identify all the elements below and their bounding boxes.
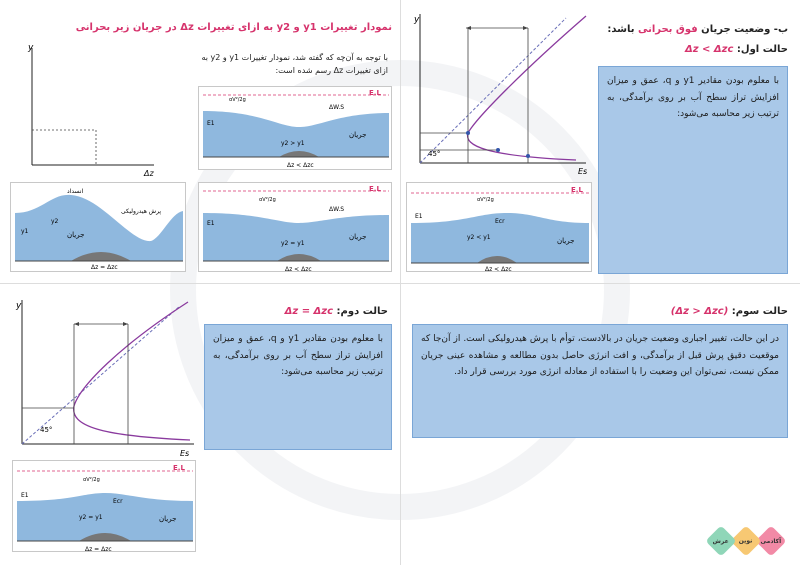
hydraulic-jump-diagram [10, 182, 186, 272]
svg-text:پرش هیدرولیکی: پرش هیدرولیکی [121, 208, 162, 215]
svg-text:Δz = Δzc: Δz = Δzc [85, 546, 112, 553]
specific-energy-chart-top-right [406, 8, 594, 176]
svg-text:E1: E1 [207, 120, 215, 127]
svg-text:Ecr: Ecr [495, 218, 505, 225]
svg-text:y2 > y1: y2 > y1 [281, 140, 305, 147]
svg-text:y1: y1 [21, 228, 29, 235]
specific-energy-chart-bottom-left [10, 296, 200, 458]
case-three-title: حالت سوم: (Δz > Δzc) [670, 306, 788, 317]
case-one-title: حالت اول: Δz < Δzc [685, 44, 788, 55]
svg-text:y2 = y1: y2 = y1 [281, 240, 305, 247]
svg-text:E1: E1 [21, 492, 29, 499]
svg-text:Ecr: Ecr [113, 498, 123, 505]
channel-diagram-bottom-left [12, 460, 196, 552]
badge-novin: نوین [730, 525, 761, 556]
svg-text:جریان: جریان [349, 131, 367, 139]
horizontal-divider [0, 283, 800, 284]
svg-text:جریان: جریان [349, 233, 367, 241]
svg-text:E1: E1 [415, 213, 423, 220]
top-left-axes-chart [14, 40, 164, 180]
top-right-heading: ب- وضعیت جریان فوق بحرانی باشد: [607, 24, 788, 35]
svg-text:45°: 45° [428, 150, 441, 158]
svg-text:E.L: E.L [571, 186, 583, 194]
svg-text:ΔW.S: ΔW.S [329, 104, 345, 111]
svg-text:Δz < Δzc: Δz < Δzc [485, 266, 512, 273]
svg-text:E.L: E.L [173, 464, 185, 472]
svg-text:Δz < Δzc: Δz < Δzc [285, 266, 312, 273]
svg-text:y: y [414, 15, 420, 25]
svg-text:y2: y2 [51, 218, 59, 225]
svg-text:ΔW.S: ΔW.S [329, 206, 345, 213]
top-left-heading: نمودار تغییرات y1 و y2 به ازای تغییرات Δz در جریان زیر بحرانی [75, 22, 392, 33]
channel-diagram-top-left-1 [198, 86, 392, 170]
case-one-description: با معلوم بودن مقادیر y1 و q، عمق و میزان افزایش تراز سطح آب بر روی برآمدگی، به ترتیب زیر محاسبه می‌شود: [598, 66, 788, 274]
svg-text:انسداد: انسداد [67, 188, 84, 195]
svg-text:y2 = y1: y2 = y1 [79, 514, 103, 521]
svg-text:y2 < y1: y2 < y1 [467, 234, 491, 241]
svg-text:جریان: جریان [159, 515, 177, 523]
svg-text:Δz < Δzc: Δz < Δzc [287, 162, 314, 169]
svg-text:جریان: جریان [67, 231, 85, 239]
svg-text:αV²/2g: αV²/2g [229, 97, 246, 103]
svg-text:E.L: E.L [369, 89, 381, 97]
svg-text:E1: E1 [207, 220, 215, 227]
svg-text:جریان: جریان [557, 237, 575, 245]
top-left-paragraph: با توجه به آن‌چه که گفته شد، نمودار تغییرات y1 و y2 به ازای تغییرات Δz رسم شده است: [201, 53, 388, 75]
svg-text:y: y [28, 43, 34, 53]
svg-text:αV²/2g: αV²/2g [83, 477, 100, 483]
svg-text:Es: Es [578, 167, 588, 176]
channel-diagram-top-left-2 [198, 182, 392, 272]
svg-text:αV²/2g: αV²/2g [477, 197, 494, 203]
case-two-description: با معلوم بودن مقادیر y1 و q، عمق و میزان افزایش تراز سطح آب بر روی برآمدگی، به ترتیب زیر محاسبه می‌شود: [204, 324, 392, 450]
badge-academy: آکادمی [755, 525, 786, 556]
case-two-title: حالت دوم: Δz = Δzc [284, 306, 388, 317]
channel-diagram-top-right [406, 182, 592, 272]
svg-text:Es: Es [180, 449, 190, 458]
svg-text:y: y [16, 301, 22, 311]
svg-text:Δz: Δz [144, 169, 154, 178]
svg-text:E.L: E.L [369, 185, 381, 193]
svg-text:Δz = Δzc: Δz = Δzc [91, 264, 118, 271]
badge-arsh: عرش [705, 525, 736, 556]
svg-text:αV²/2g: αV²/2g [259, 197, 276, 203]
case-three-description: در این حالت، تغییر اجباری وضعیت جریان در بالادست، توأم با پرش هیدرولیکی است. از آن‌جا که موقعیت دقیق پرش قبل از برآمدگی، و افت انرژی حاصل بدون مطالعه و مشاهده عینی جریان ممکن نیست، نمی‌توان این وضعیت را با استفاده از معادله انرژی مورد بررسی قرار داد. [412, 324, 788, 438]
svg-text:45°: 45° [40, 426, 53, 434]
